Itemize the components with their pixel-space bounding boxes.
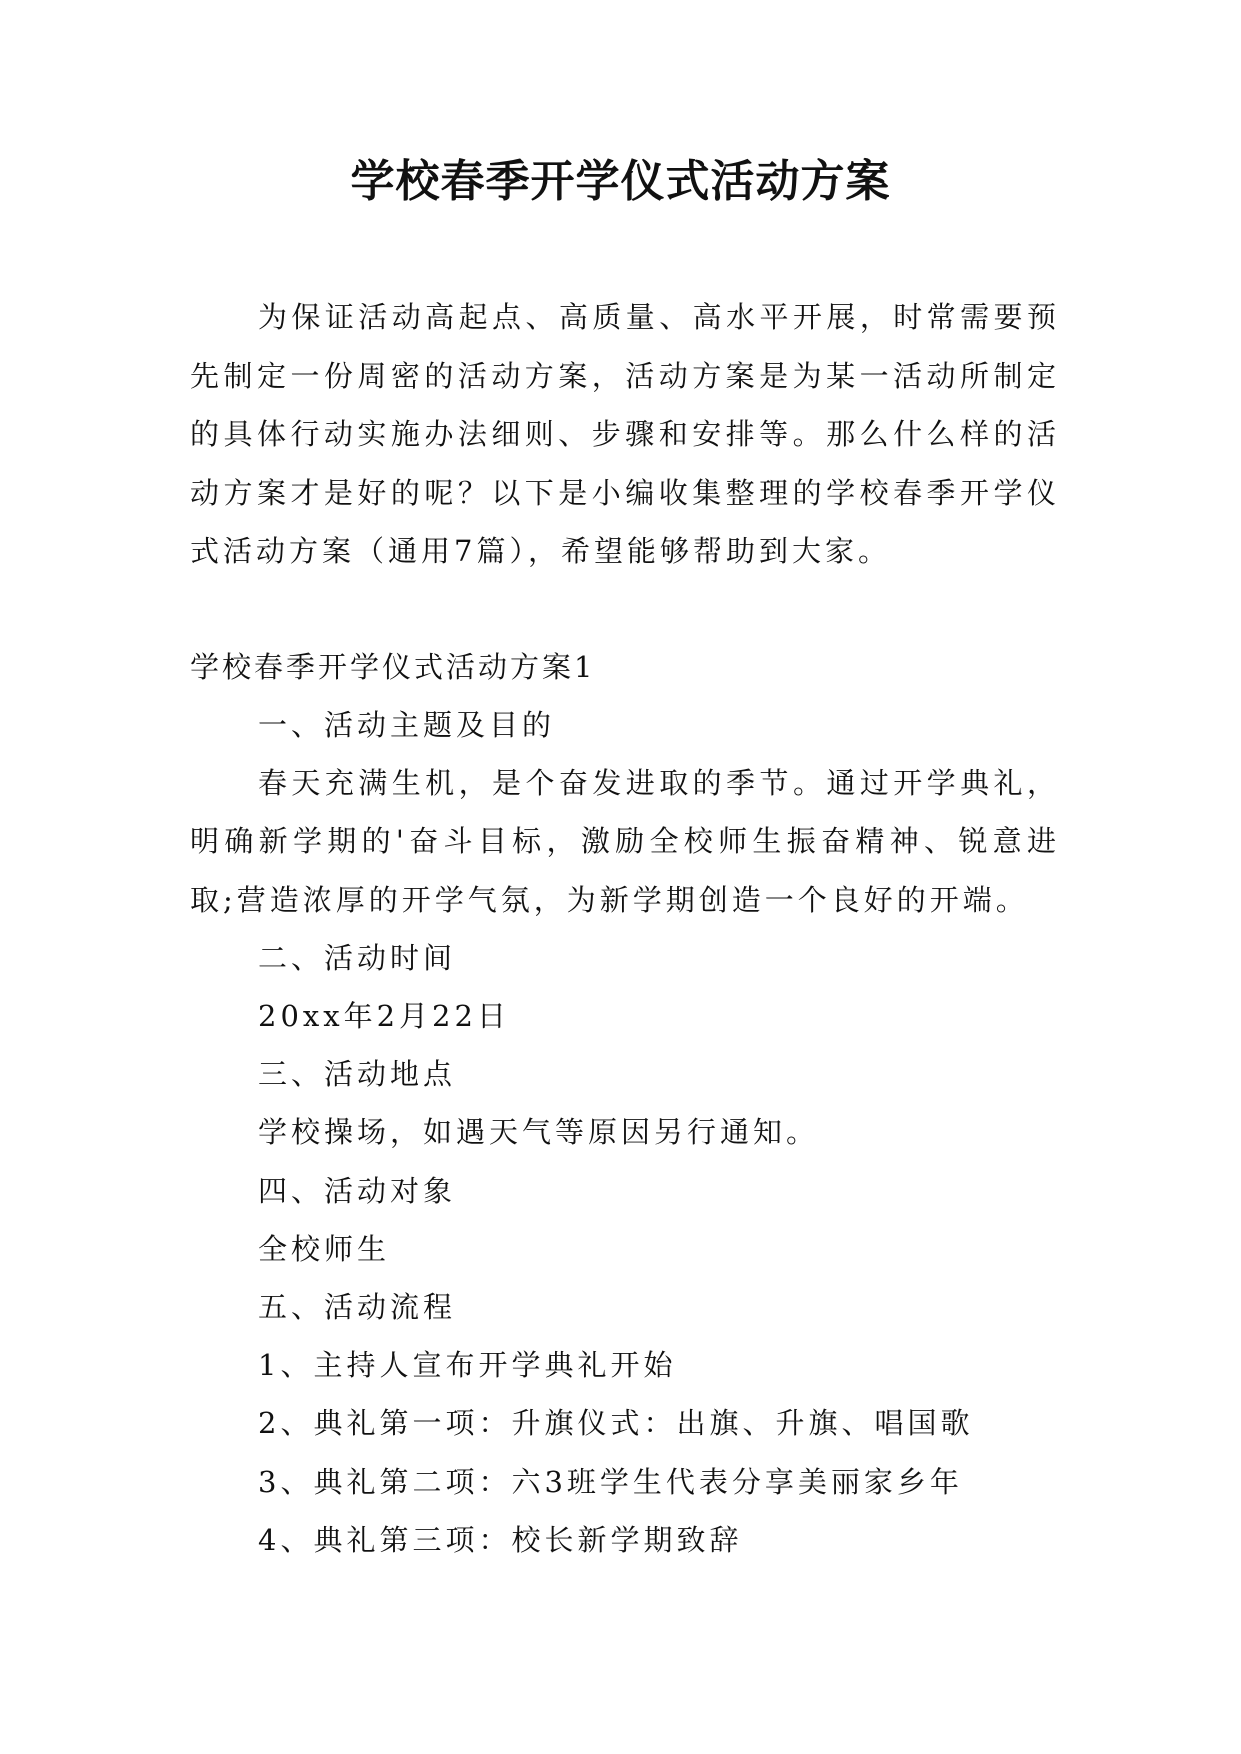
flow-heading: 五、活动流程 bbox=[258, 1290, 457, 1325]
section-heading: 学校春季开学仪式活动方案1 bbox=[190, 650, 596, 684]
flow-item: 1、主持人宣布开学典礼开始 bbox=[258, 1348, 677, 1383]
flow-item: 3、典礼第二项：六3班学生代表分享美丽家乡年 bbox=[258, 1464, 963, 1499]
target-heading: 四、活动对象 bbox=[258, 1173, 457, 1208]
flow-item: 4、典礼第三项：校长新学期致辞 bbox=[258, 1522, 743, 1557]
time-heading: 二、活动时间 bbox=[258, 940, 457, 975]
theme-paragraph: 春天充满生机，是个奋发进取的季节。通过开学典礼，明确新学期的'奋斗目标，激励全校师生振奋精神、锐意进取;营造浓厚的开学气氛，为新学期创造一个良好的开端。 bbox=[190, 766, 1060, 917]
place-text: 学校操场，如遇天气等原因另行通知。 bbox=[258, 1115, 820, 1150]
target-text: 全校师生 bbox=[258, 1231, 391, 1266]
section-body bbox=[190, 696, 1060, 1569]
intro-paragraph: 为保证活动高起点、高质量、高水平开展，时常需要预先制定一份周密的活动方案，活动方案是为某一活动所制定的具体行动实施办法细则、步骤和安排等。那么什么样的活动方案才是好的呢？以下是小编收集整理的学校春季开学仪式活动方案（通用7篇），希望能够帮助到大家。 bbox=[190, 300, 1060, 568]
place-heading: 三、活动地点 bbox=[258, 1057, 457, 1092]
document-title: 学校春季开学仪式活动方案 bbox=[350, 156, 891, 207]
flow-item: 2、典礼第一项：升旗仪式：出旗、升旗、唱国歌 bbox=[258, 1406, 974, 1441]
theme-heading: 一、活动主题及目的 bbox=[258, 708, 556, 742]
time-text: 20xx年2月22日 bbox=[258, 999, 510, 1034]
